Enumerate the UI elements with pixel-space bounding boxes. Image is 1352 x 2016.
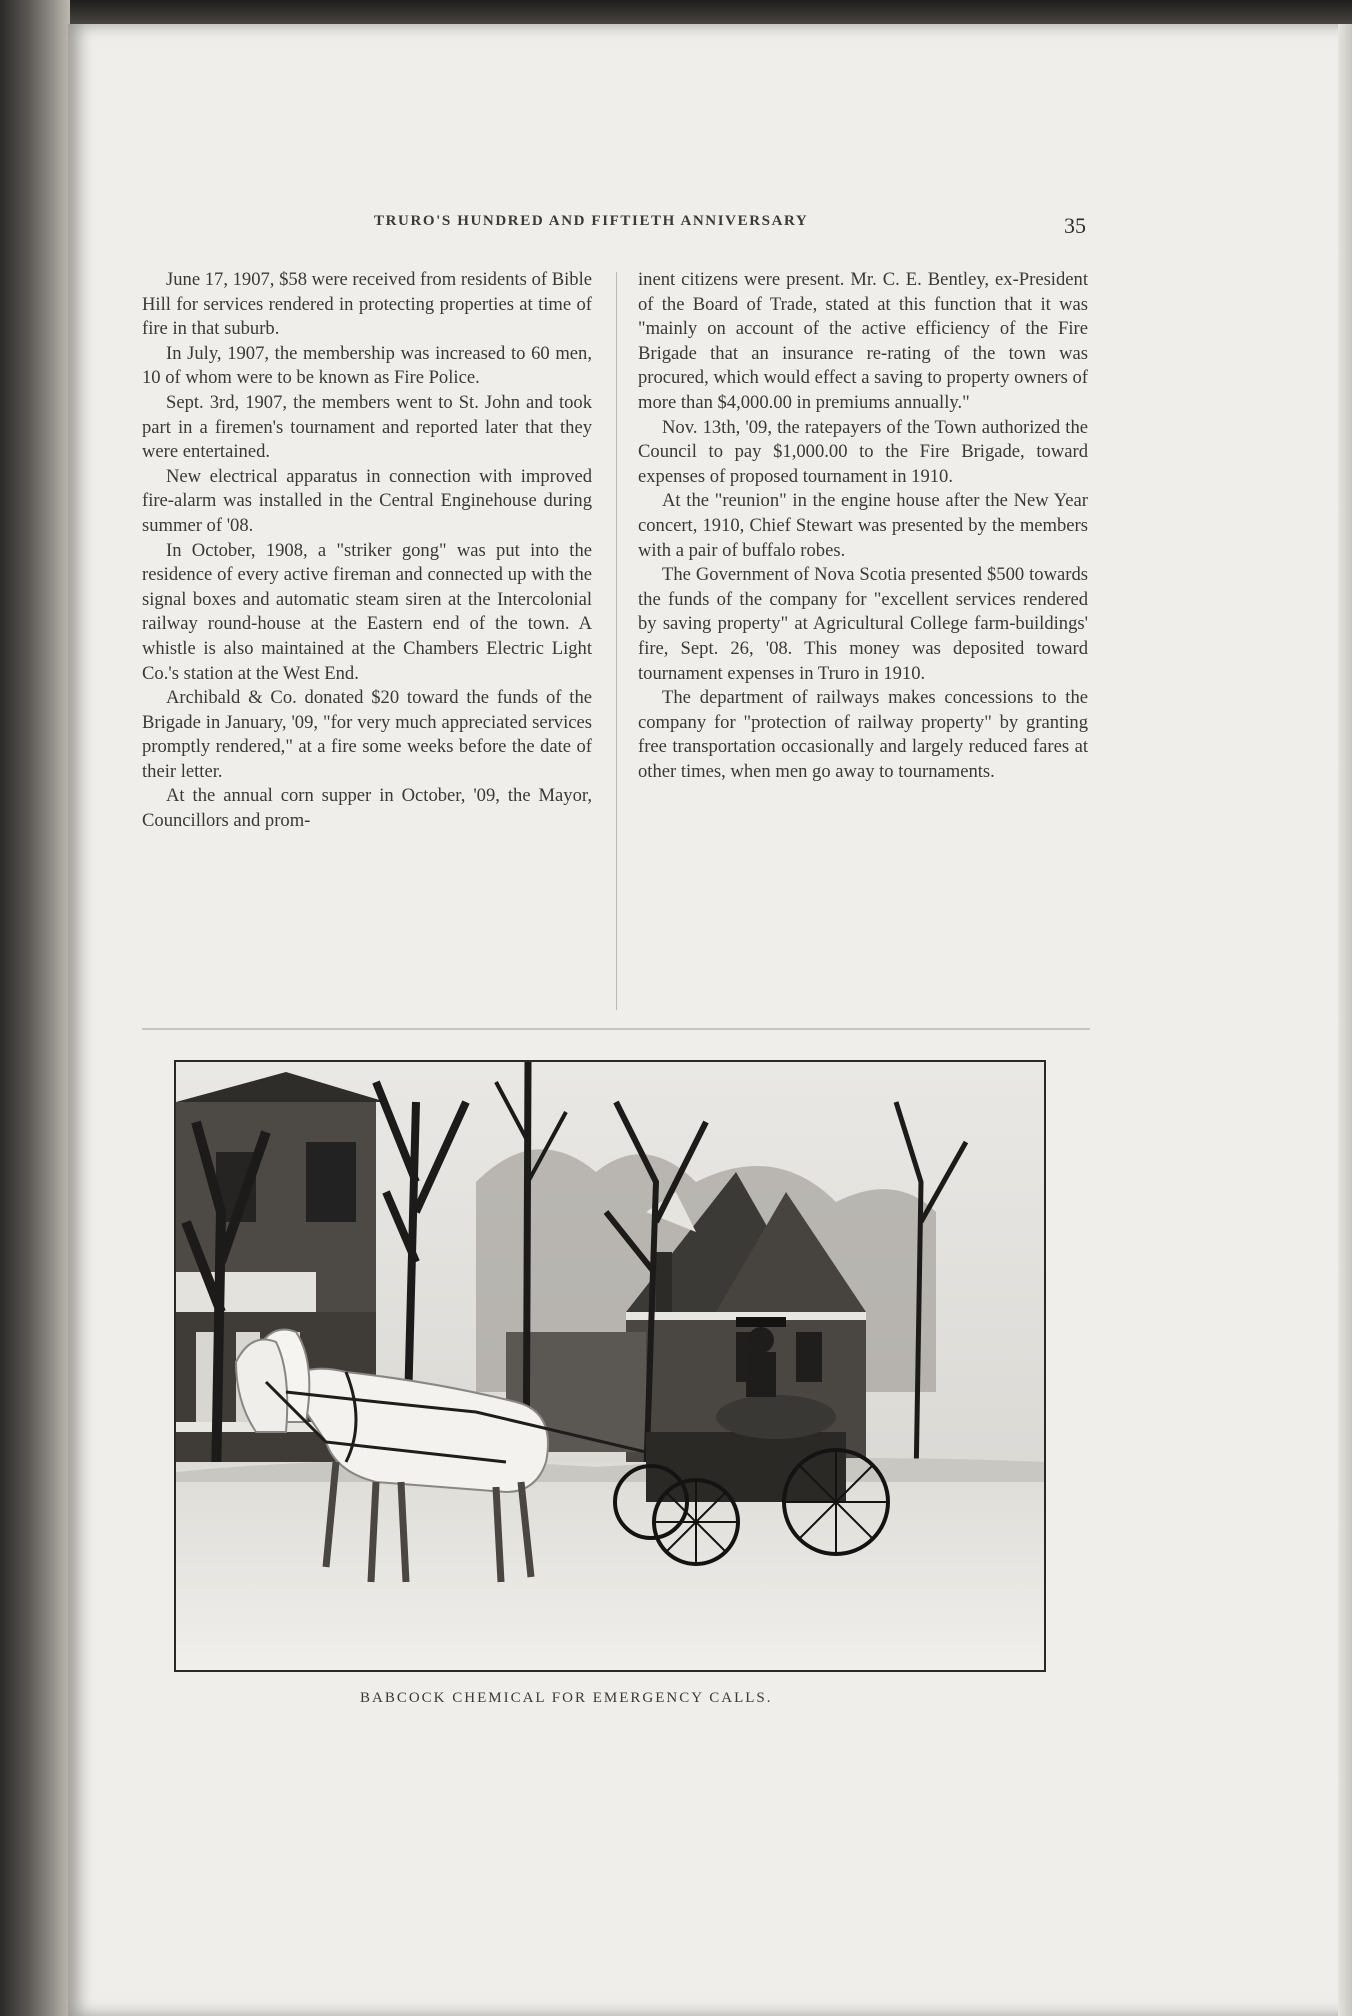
- paragraph: New electrical apparatus in connection with improved fire-alarm was installed in the Central Enginehouse during summer of '08.: [142, 465, 592, 536]
- book-cover-top: [0, 0, 1352, 26]
- right-text-column: [638, 268, 1088, 784]
- paragraph: At the "reunion" in the engine house after the New Year concert, 1910, Chief Stewart was presented by the members with a pair of buffalo robes.: [638, 490, 1088, 561]
- paragraph: In July, 1907, the membership was increased to 60 men, 10 of whom were to be known as Fire Police.: [142, 342, 592, 389]
- paragraph: June 17, 1907, $58 were received from residents of Bible Hill for services rendered in protecting properties at time of fire in that suburb.: [142, 269, 592, 340]
- page-number: 35: [1064, 213, 1086, 238]
- horse-drawn-engine-photo: [174, 1060, 1046, 1672]
- paragraph: Sept. 3rd, 1907, the members went to St. John and took part in a firemen's tournament and reported later that they were entertained.: [142, 391, 592, 463]
- section-rule: [142, 1028, 1090, 1030]
- figure-caption: BABCOCK CHEMICAL FOR EMERGENCY CALLS.: [360, 1690, 773, 1706]
- paragraph: The Government of Nova Scotia presented $500 towards the funds of the company for "excellent services rendered by saving property" at Agricultural College farm-buildings' fire, Sept. 26, '08. This money was deposited toward tournament expenses in Truro in 1910.: [638, 564, 1088, 684]
- book-spine: [0, 0, 70, 2016]
- column-divider: [616, 272, 617, 1010]
- page-edge: [1338, 24, 1352, 2016]
- paragraph: Nov. 13th, '09, the ratepayers of the Town authorized the Council to pay $1,000.00 to the Fire Brigade, toward expenses of proposed tournament in 1910.: [638, 416, 1088, 487]
- paragraph: In October, 1908, a "striker gong" was put into the residence of every active fireman and connected up with the signal boxes and automatic steam siren at the Intercolonial railway round-house at the Eastern end of the town. A whistle is also maintained at the Chambers Electric Light Co.'s station at the West End.: [142, 539, 592, 684]
- paragraph: inent citizens were present. Mr. C. E. Bentley, ex-President of the Board of Trade, stated at this function that it was "mainly on account of the active efficiency of the Fire Brigade that an insurance re-rating of the town was procured, which would effect a saving to property owners of more than $4,000.00 in premiums annually.": [638, 269, 1088, 413]
- paragraph: Archibald & Co. donated $20 toward the funds of the Brigade in January, '09, "for very much appreciated services promptly rendered," at a fire some weeks before the date of their letter.: [142, 687, 592, 782]
- photo-illustration: [176, 1062, 1044, 1670]
- paragraph: At the annual corn supper in October, '09, the Mayor, Councillors and prom-: [142, 785, 592, 832]
- left-text-column: [142, 268, 592, 834]
- paragraph: The department of railways makes concessions to the company for "protection of railway property" by granting free transportation occasionally and largely reduced fares at other times, when men go away to tournaments.: [638, 687, 1088, 782]
- running-header: TRURO'S HUNDRED AND FIFTIETH ANNIVERSARY: [374, 213, 809, 229]
